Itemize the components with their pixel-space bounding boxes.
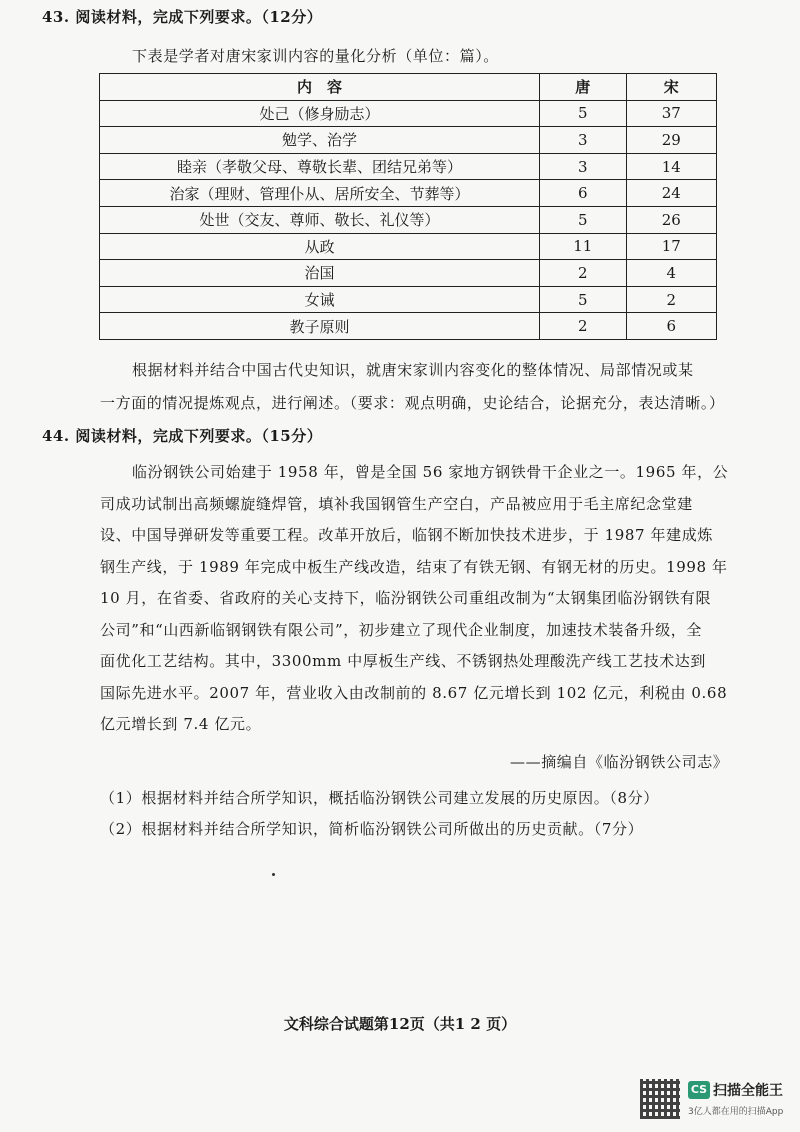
passage-line: 钢生产线，于 1989 年完成中板生产线改造，结束了有铁无钢、有钢无材的历史。1998 年 [100, 557, 728, 576]
passage-line: 国际先进水平。2007 年，营业收入由改制前的 8.67 亿元增长到 102 亿元，利税由 0.68 [100, 683, 728, 702]
table-row [100, 127, 717, 154]
cell-tang-count: 6 [540, 180, 627, 207]
cell-tang-count: 3 [540, 127, 627, 154]
cell-content: 睦亲（孝敬父母、尊敬长辈、团结兄弟等） [100, 153, 540, 180]
cell-content: 女诫 [100, 286, 540, 313]
question-43-task-line-1: 根据材料并结合中国古代史知识，就唐宋家训内容变化的整体情况、局部情况或某 [132, 361, 694, 379]
cell-song-count: 17 [626, 233, 717, 260]
question-44-heading: 44. 阅读材料，完成下列要求。（15分） [42, 427, 323, 445]
cell-tang-count: 3 [540, 153, 627, 180]
question-43-heading: 43. 阅读材料，完成下列要求。（12分） [42, 8, 323, 26]
qr-code-icon [640, 1079, 680, 1119]
passage-line: 司成功试制出高频螺旋缝焊管，填补我国钢管生产空白，产品被应用于毛主席纪念堂建 [100, 494, 693, 513]
cell-tang-count: 11 [540, 233, 627, 260]
cell-content: 治国 [100, 260, 540, 287]
cell-song-count: 29 [626, 127, 717, 154]
passage-line: 10 月，在省委、省政府的关心支持下，临汾钢铁公司重组改制为“太钢集团临汾钢铁有限 [100, 589, 712, 607]
cell-content: 治家（理财、管理仆从、居所安全、节葬等） [100, 180, 540, 207]
tang-song-family-instructions-table [99, 73, 717, 340]
cell-song-count: 6 [626, 313, 717, 340]
passage-line: 亿元增长到 7.4 亿元。 [100, 715, 262, 733]
table-row [100, 153, 717, 180]
cell-tang-count: 5 [540, 206, 627, 233]
source-citation: ——摘编自《临汾钢铁公司志》 [510, 753, 729, 771]
subquestion-1: （1）根据材料并结合所学知识，概括临汾钢铁公司建立发展的历史原因。（8分） [100, 789, 659, 807]
cell-song-count: 26 [626, 206, 717, 233]
passage-line: 面优化工艺结构。其中，3300mm 中厚板生产线、不锈钢热处理酸洗产线工艺技术达到 [100, 652, 706, 670]
cell-content: 教子原则 [100, 313, 540, 340]
cell-content: 从政 [100, 233, 540, 260]
table-row [100, 260, 717, 287]
table-row [100, 100, 717, 127]
passage-line: 设、中国导弹研发等重要工程。改革开放后，临钢不断加快技术进步，于 1987 年建成炼 [100, 526, 713, 544]
scanner-app-name: 扫描全能王 [713, 1083, 783, 1099]
cell-content: 勉学、治学 [100, 127, 540, 154]
cell-song-count: 4 [626, 260, 717, 287]
subquestion-2: （2）根据材料并结合所学知识，简析临汾钢铁公司所做出的历史贡献。（7分） [100, 820, 644, 838]
cell-content: 处己（修身励志） [100, 100, 540, 127]
cell-tang-count: 5 [540, 286, 627, 313]
table-row [100, 233, 717, 260]
scan-speck [272, 873, 275, 876]
table-row [100, 313, 717, 340]
header-tang: 唐 [540, 74, 627, 101]
question-43-task-line-2: 一方面的情况提炼观点，进行阐述。（要求：观点明确，史论结合，论据充分，表达清晰。） [100, 394, 725, 412]
header-song: 宋 [626, 74, 717, 101]
table-row [100, 286, 717, 313]
page-footer: 文科综合试题第12页（共1 2 页） [283, 1015, 517, 1033]
cell-song-count: 37 [626, 100, 717, 127]
table-row [100, 180, 717, 207]
cell-content: 处世（交友、尊师、敬长、礼仪等） [100, 206, 540, 233]
table-header-row [100, 74, 717, 101]
camscanner-logo-icon: CS [688, 1081, 710, 1099]
cell-tang-count: 5 [540, 100, 627, 127]
cell-tang-count: 2 [540, 260, 627, 287]
question-43-intro: 下表是学者对唐宋家训内容的量化分析（单位：篇）。 [132, 47, 499, 65]
cell-song-count: 24 [626, 180, 717, 207]
header-content: 内 容 [100, 74, 540, 101]
cell-tang-count: 2 [540, 313, 627, 340]
scanner-app-tagline: 3亿人都在用的扫描App [688, 1107, 784, 1117]
table-row [100, 206, 717, 233]
cell-song-count: 2 [626, 286, 717, 313]
passage-line: 临汾钢铁公司始建于 1958 年，曾是全国 56 家地方钢铁骨干企业之一。1965 年，公 [132, 463, 729, 481]
cell-song-count: 14 [626, 153, 717, 180]
passage-line: 公司”和“山西新临钢钢铁有限公司”，初步建立了现代企业制度，加速技术装备升级，全 [100, 620, 703, 639]
